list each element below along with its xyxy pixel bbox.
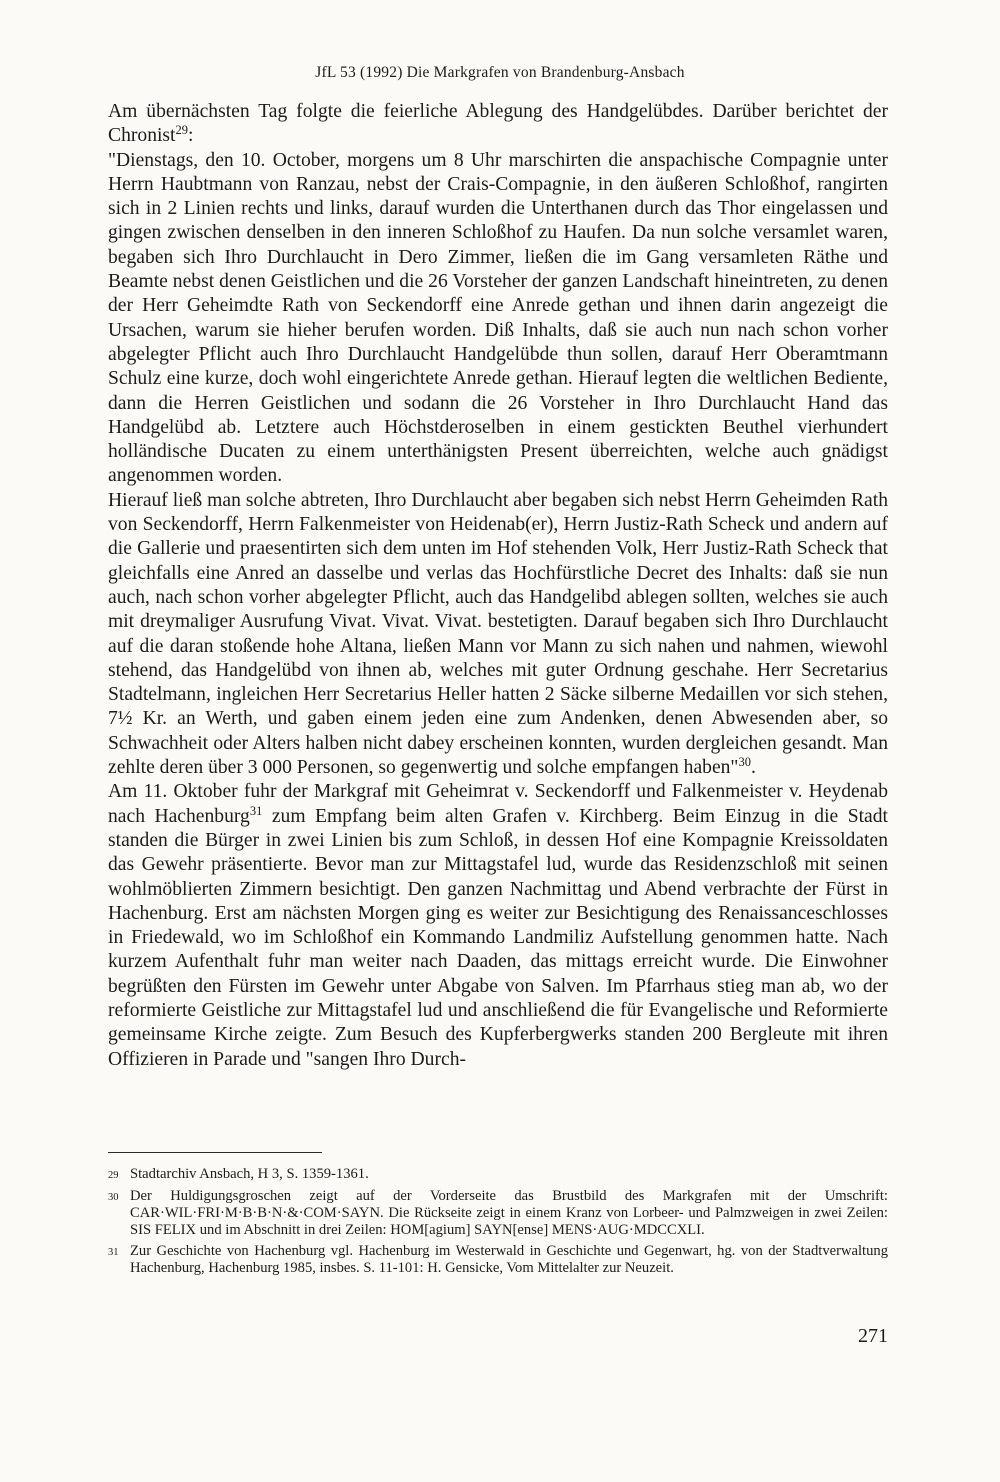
body-text	[108, 100, 888, 1072]
page-number: 271	[858, 1325, 888, 1347]
footnote-number: 30	[108, 1192, 119, 1203]
paragraph-3-text: Hierauf ließ man solche abtreten, Ihro Durchlaucht aber begaben sich nebst Herrn Geheimden Rath von Seckendorff, Herrn Falkenmeister von Heidenab(er), Herrn Justiz-Rath Scheck und andern auf die Gallerie und praesentirten sich dem unten im Hof stehenden Volk, Herr Justiz-Rath Scheck that gleichfalls eine Anred an dasselbe und verlas das Hochfürstliche Decret des Inhalts: daß sie nun auch, nach schon vorher abgelegter Pflicht, auch das Handgelibd ablegen sollten, welches sie auch mit dreymaliger Ausrufung Vivat. Vivat. Vivat. bestetigten. Darauf begaben sich Ihro Durchlaucht auf die daran stoßende hohe Altana, ließen Mann vor Mann zu sich nahen und nahmen, wiewohl stehend, das Handgelübd von ihnen ab, welches mit guter Ordnung geschahe. Herr Secretarius Stadtelmann, ingleichen Herr Secretarius Heller hatten 2 Säcke silberne Medaillen vor sich stehen, 7½ Kr. an Werth, und gaben einem jeden eine zum Andenken, denen Abwesenden aber, so Schwachheit oder Alters halben nicht dabey erscheinen konnten, wurden dergleichen gesandt. Man zehlte deren über 3 000 Personen, so gegenwertig und solche empfangen haben"	[108, 489, 888, 779]
footnote-ref-29[interactable]: 29	[175, 123, 188, 138]
footnote-31	[108, 1243, 888, 1277]
footnote-30	[108, 1188, 888, 1239]
paragraph-3-tail: .	[750, 757, 756, 779]
paragraph-1-tail: :	[188, 125, 194, 147]
running-head: JfL 53 (1992) Die Markgrafen von Brandenburg-Ansbach	[315, 64, 685, 81]
paragraph-1-text: Am übernächsten Tag folgte die feierliche Ablegung des Handgelübdes. Darüber berichtet der Chronist	[108, 101, 888, 147]
paragraph-4	[108, 780, 888, 1072]
footnote-ref-30[interactable]: 30	[738, 755, 751, 770]
footnote-ref-31[interactable]: 31	[249, 803, 263, 818]
footnote-text: Der Huldigungsgroschen zeigt auf der Vorderseite das Brustbild des Markgrafen mit der Umschrift: CAR·WIL·FRI·M·B·B·N·&·COM·SAYN. Die Rückseite zeigt in einem Kranz von Lorbeer- und Palmzweigen in zwei Zeilen: SIS FELIX und im Abschnitt in drei Zeilen: HOM[agium] SAYN[ense] MENS·AUG·MDCCXLI.	[130, 1188, 888, 1238]
footnote-29	[108, 1166, 888, 1184]
footnote-number: 31	[108, 1247, 119, 1258]
paragraph-1	[108, 100, 888, 149]
paragraph-2: "Dienstags, den 10. October, morgens um 8 Uhr marschirten die anspachische Compagnie unter Herrn Haubtmann von Ranzau, nebst der Crais-Compagnie, in den äußeren Schloßhof, rangirten sich in 2 Linien rechts und links, darauf wurden die Unterthanen durch das Thor eingelassen und gingen zwischen denselben in den inneren Schloßhof zu Haufen. Da nun solche versamlet waren, begaben sich Ihro Durchlaucht in Dero Zimmer, ließen die im Gang versamleten Räthe und Beamte nebst denen Geistlichen und die 26 Vorsteher der ganzen Landschaft hineintreten, zu denen der Herr Geheimdte Rath von Seckendorff eine Anrede gethan und ihnen darin angezeigt die Ursachen, warum sie hieher berufen worden. Diß Inhalts, daß sie auch nun nach schon vorher abgelegter Pflicht auch Ihro Durchlaucht Handgelübde thun sollen, darauf Herr Oberamtmann Schulz eine kurze, doch wohl eingerichtete Anrede gethan. Hierauf legten die weltlichen Bediente, dann die Herren Geistlichen und sodann die 26 Vorsteher in Ihro Durchlaucht Hand das Handgelübd ab. Letztere auch Höchstderoselben in einem gestickten Beuthel vierhundert holländische Ducaten zu einem unterthänigsten Present überreichten, welche auch gnädigst angenommen worden.	[108, 149, 888, 487]
footnote-divider	[108, 1152, 322, 1153]
paragraph-3	[108, 489, 888, 781]
footnotes	[108, 1166, 888, 1281]
footnote-number: 29	[108, 1170, 119, 1181]
paragraph-4-text: Am 11. Oktober fuhr der Markgraf mit Geheimrat v. Seckendorff und Falkenmeister v. Heydenab nach Hachenburg	[108, 781, 888, 827]
footnote-text: Zur Geschichte von Hachenburg vgl. Hachenburg im Westerwald in Geschichte und Gegenwart, hg. von der Stadtverwaltung Hachenburg, Hachenburg 1985, insbes. S. 11-101: H. Gensicke, Vom Mittelalter zur Neuzeit.	[130, 1243, 888, 1276]
footnote-text: Stadtarchiv Ansbach, H 3, S. 1359-1361.	[130, 1166, 369, 1182]
paragraph-4-tail: zum Empfang beim alten Grafen v. Kirchberg. Beim Einzug in die Stadt standen die Bürger in zwei Linien bis zum Schloß, in dessen Hof eine Kompagnie Kreissoldaten das Gewehr präsentierte. Bevor man zur Mittagstafel lud, wurde das Residenzschloß mit seinen wohlmöblierten Zimmern besichtigt. Den ganzen Nachmittag und Abend verbrachte der Fürst in Hachenburg. Erst am nächsten Morgen ging es weiter zur Besichtigung des Renaissanceschlosses in Friedewald, wo im Schloßhof ein Kommando Landmiliz Aufstellung genommen hatte. Nach kurzem Aufenthalt fuhr man weiter nach Daaden, das mittags erreicht wurde. Die Einwohner begrüßten den Fürsten im Gewehr unter Abgabe von Salven. Im Pfarrhaus stieg man ab, wo der reformierte Geistliche zur Mittagstafel lud und anschließend die für Evangelische und Reformierte gemeinsame Kirche zeigte. Zum Besuch des Kupferbergwerks standen 200 Bergleute mit ihren Offizieren in Parade und "sangen Ihro Durch-	[108, 805, 888, 1070]
